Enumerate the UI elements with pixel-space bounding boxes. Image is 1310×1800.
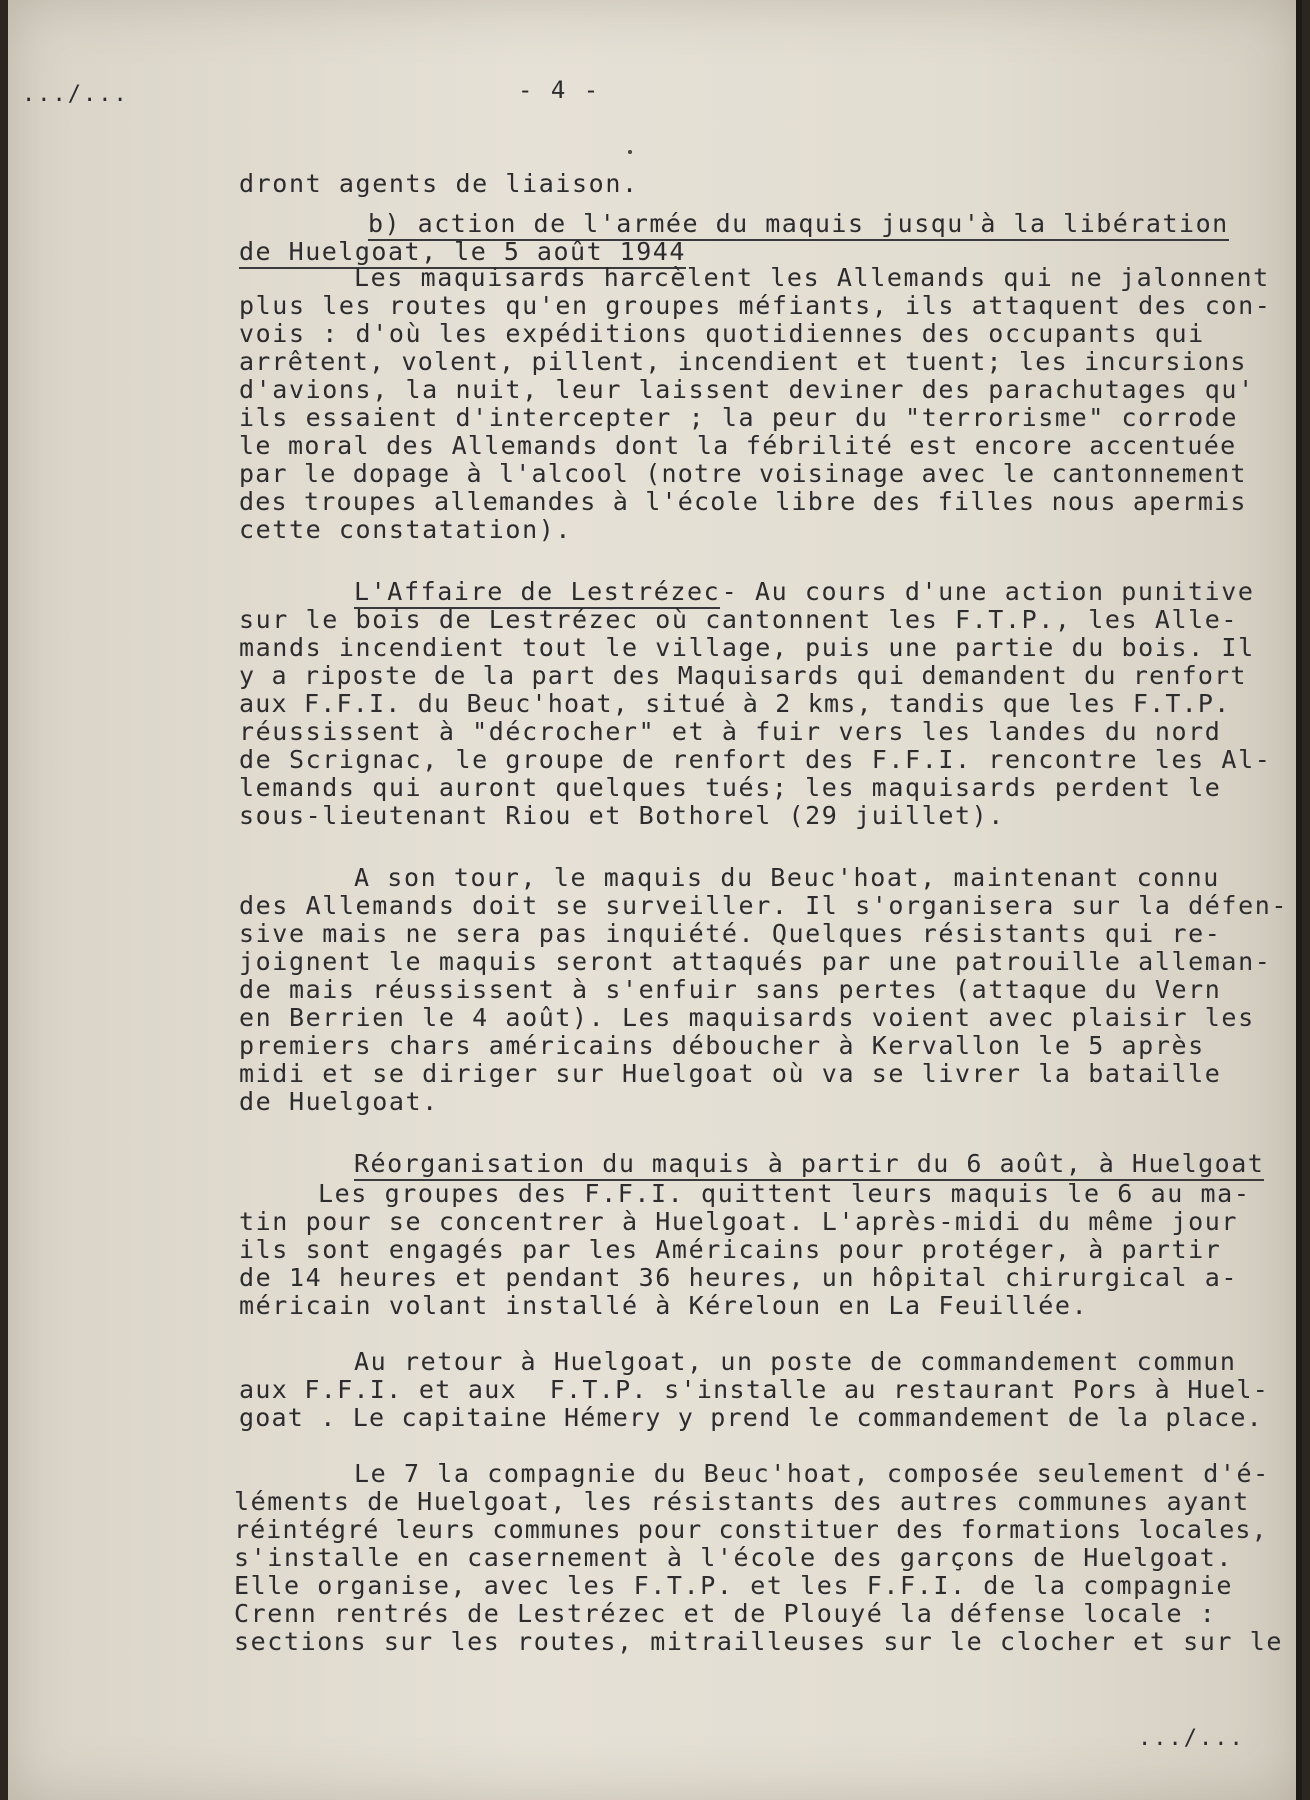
text-line: réussissent à "décrocher" et à fuir vers les landes du nord bbox=[239, 717, 1222, 746]
text-line: réintégré leurs communes pour constituer des formations locales, bbox=[234, 1515, 1268, 1544]
text-line: Les maquisards harcèlent les Allemands qui ne jalonnent bbox=[354, 263, 1270, 292]
text-line: mands incendient tout le village, puis une partie du bois. Il bbox=[239, 633, 1255, 662]
text-line: premiers chars américains déboucher à Kervallon le 5 après bbox=[239, 1031, 1205, 1060]
text-line: de mais réussissent à s'enfuir sans pertes (attaque du Vern bbox=[239, 975, 1222, 1004]
text-line: vois : d'où les expéditions quotidiennes des occupants qui bbox=[239, 319, 1205, 348]
text-line: tin pour se concentrer à Huelgoat. L'après-midi du même jour bbox=[239, 1207, 1239, 1236]
ink-speck bbox=[628, 150, 632, 154]
section-heading: b) action de l'armée du maquis jusqu'à la libération bbox=[368, 210, 1229, 241]
text-line: sive mais ne sera pas inquiété. Quelques résistants qui re- bbox=[239, 919, 1222, 948]
text-line: dront agents de liaison. bbox=[239, 169, 639, 198]
text-line: sur le bois de Lestrézec où cantonnent les F.T.P., les Alle- bbox=[239, 605, 1239, 634]
text-line: par le dopage à l'alcool (notre voisinage avec le cantonnement bbox=[239, 459, 1247, 488]
text-line: le moral des Allemands dont la fébrilité est encore accentuée bbox=[239, 431, 1237, 460]
section-heading: Réorganisation du maquis à partir du 6 août, à Huelgoat bbox=[354, 1150, 1264, 1181]
text-line: Elle organise, avec les F.T.P. et les F.F.I. de la compagnie bbox=[234, 1571, 1234, 1600]
text-line: léments de Huelgoat, les résistants des autres communes ayant bbox=[234, 1487, 1250, 1516]
text-line: lemands qui auront quelques tués; les maquisards perdent le bbox=[239, 773, 1222, 802]
text-line: en Berrien le 4 août). Les maquisards voient avec plaisir les bbox=[239, 1003, 1255, 1032]
text-line: y a riposte de la part des Maquisards qui demandent du renfort bbox=[239, 661, 1247, 690]
text-line: de Scrignac, le groupe de renfort des F.F.I. rencontre les Al- bbox=[239, 745, 1272, 774]
text-line: Les groupes des F.F.I. quittent leurs maquis le 6 au ma- bbox=[318, 1179, 1251, 1208]
text-line: des troupes allemandes à l'école libre des filles nous apermis bbox=[239, 487, 1247, 516]
text-line: s'installe en casernement à l'école des garçons de Huelgoat. bbox=[234, 1543, 1234, 1572]
text-line: plus les routes qu'en groupes méfiants, ils attaquent des con- bbox=[239, 291, 1272, 320]
text-line: A son tour, le maquis du Beuc'hoat, maintenant connu bbox=[354, 863, 1220, 892]
text-line: ils essaient d'intercepter ; la peur du "terrorisme" corrode bbox=[239, 403, 1239, 432]
text-line: Au retour à Huelgoat, un poste de commandement commun bbox=[354, 1347, 1237, 1376]
text-line: sous-lieutenant Riou et Bothorel (29 juillet). bbox=[239, 801, 1005, 830]
typewritten-page bbox=[8, 0, 1302, 1800]
text-line: des Allemands doit se surveiller. Il s'organisera sur la défen- bbox=[239, 891, 1289, 920]
section-heading: L'Affaire de Lestrézec bbox=[354, 578, 720, 609]
text-line: aux F.F.I. et aux F.T.P. s'installe au restaurant Pors à Huel- bbox=[239, 1375, 1270, 1404]
text-line: joignent le maquis seront attaqués par une patrouille alleman- bbox=[239, 947, 1272, 976]
section-heading: de Huelgoat, le 5 août 1944 bbox=[239, 238, 686, 269]
text-line: ils sont engagés par les Américains pour protéger, à partir bbox=[239, 1235, 1222, 1264]
text-line: de 14 heures et pendant 36 heures, un hôpital chirurgical a- bbox=[239, 1263, 1239, 1292]
continuation-marker-top: .../... bbox=[22, 82, 129, 107]
text-line: Le 7 la compagnie du Beuc'hoat, composée seulement d'é- bbox=[354, 1459, 1270, 1488]
text-line: midi et se diriger sur Huelgoat où va se livrer la bataille bbox=[239, 1059, 1222, 1088]
text-line: Crenn rentrés de Lestrézec et de Plouyé la défense locale : bbox=[234, 1599, 1217, 1628]
text-line: aux F.F.I. du Beuc'hoat, situé à 2 kms, tandis que les F.T.P. bbox=[239, 689, 1231, 718]
text-line: - Au cours d'une action punitive bbox=[705, 577, 1255, 606]
text-line: goat . Le capitaine Hémery y prend le commandement de la place. bbox=[239, 1403, 1263, 1432]
text-line: d'avions, la nuit, leur laissent deviner des parachutages qu' bbox=[239, 375, 1255, 404]
text-line: de Huelgoat. bbox=[239, 1087, 439, 1116]
text-line: cette constatation). bbox=[239, 515, 573, 544]
continuation-marker-bottom: .../... bbox=[1138, 1726, 1245, 1751]
text-line: méricain volant installé à Kéreloun en La Feuillée. bbox=[239, 1291, 1089, 1320]
page-edge-shadow bbox=[1296, 0, 1302, 1800]
text-line: arrêtent, volent, pillent, incendient et tuent; les incursions bbox=[239, 347, 1247, 376]
text-line: sections sur les routes, mitrailleuses sur le clocher et sur le bbox=[234, 1627, 1284, 1656]
page-number: - 4 - bbox=[518, 76, 601, 104]
